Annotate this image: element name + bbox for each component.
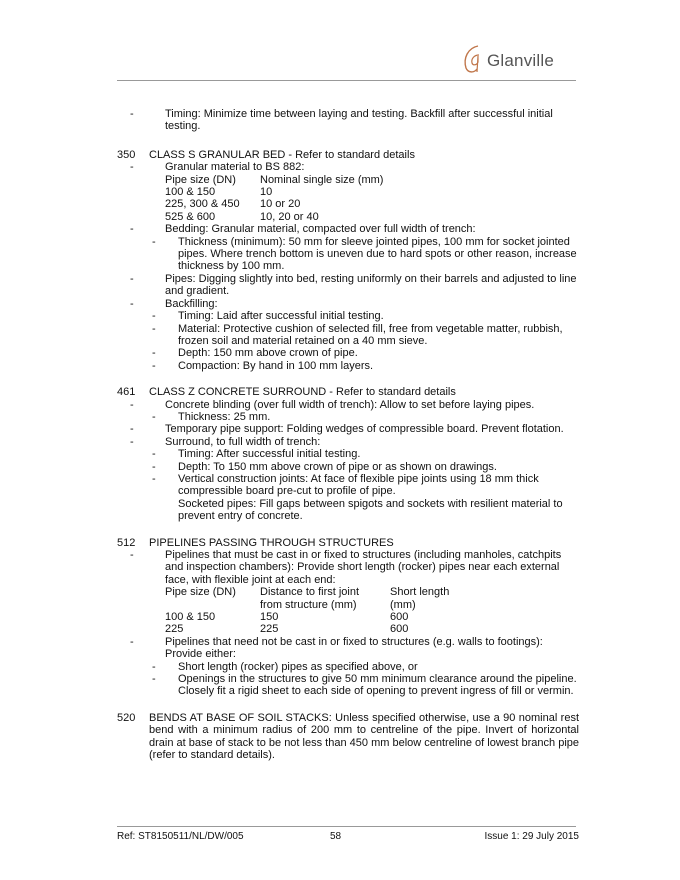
rocker-table xyxy=(165,586,510,636)
thickness-subitem: - Thickness (minimum): 50 mm for sleeve jointed pipes, 100 mm for socket jointed pipes. Where trench bottom is uneven due to hard spots or other reason, increase thickness by 100 mm. xyxy=(152,235,577,273)
clause-512 xyxy=(117,537,579,698)
logo-text: Glanville xyxy=(487,51,554,70)
clause-title: CLASS S GRANULAR BED - Refer to standard details xyxy=(149,148,415,161)
table-header-cell: Pipe size (DN) xyxy=(165,586,236,599)
not-cast-text: Pipelines that need not be cast in or fixed to structures (e.g. walls to footings): Provide either: xyxy=(165,635,543,661)
header-rule xyxy=(117,80,576,81)
granular-table xyxy=(165,174,383,224)
table-row xyxy=(165,211,383,223)
table-cell: 525 & 600 xyxy=(165,210,216,223)
glanville-logo xyxy=(460,42,570,76)
document-body xyxy=(117,108,579,776)
table-row xyxy=(165,186,383,198)
pipes-text: Pipes: Digging slightly into bed, resting uniformly on their barrels and adjusted to line and gradient. xyxy=(165,272,577,298)
table-row xyxy=(165,198,383,210)
thickness-text: Thickness (minimum): 50 mm for sleeve jointed pipes, 100 mm for socket jointed pipes. Where trench bottom is uneven due to hard spots or other reason, increase thickness by 100 mm. xyxy=(178,235,577,273)
bedding-item: - Bedding: Granular material, compacted over full width of trench: - Thickness (minimum): 50 mm for sleeve jointed pipes, 100 mm for socket jointed pipes. Where trench bottom is uneven due to hard spots or other reason, increase thickness by 100 mm. xyxy=(149,223,579,273)
clause-text: BENDS AT BASE OF SOIL STACKS: Unless specified otherwise, use a 90 nominal rest bend with a minimum radius of 200 mm to centreline of the pipe. Invert of horizontal drain at base of stack to be not less than 450 mm below centreline of lowest branch pipe (refer to standard details). xyxy=(149,711,579,762)
support-text: Temporary pipe support: Folding wedges of compressible board. Prevent flotation. xyxy=(165,423,564,436)
table-cell: 600 xyxy=(390,611,409,624)
table-cell: 225 xyxy=(260,623,279,636)
backfilling-text: Backfilling: xyxy=(165,297,218,310)
table-header-row xyxy=(165,599,510,611)
table-row xyxy=(165,623,510,635)
backfill-depth-text: Depth: 150 mm above crown of pipe. xyxy=(178,347,358,360)
clause-number: 461 xyxy=(117,386,136,399)
not-cast-item: - Pipelines that need not be cast in or fixed to structures (e.g. walls to footings): Provide either: - Short length (rocker) pipes as specified above, or - Openings in the structures to give 50 mm minimum clearance around the pipeline. Closely fit a rigid sheet to each side of opening to prevent ingress of fill or vermin. xyxy=(149,636,579,698)
table-row xyxy=(165,611,510,623)
clause-461 xyxy=(117,386,579,522)
table-header-cell xyxy=(165,599,260,611)
table-header-cell: Pipe size (DN) xyxy=(165,173,236,186)
table-cell: 600 xyxy=(390,623,409,636)
table-cell: 10 or 20 xyxy=(260,198,301,211)
blinding-thickness-text: Thickness: 25 mm. xyxy=(178,410,271,423)
intro-timing-item: - Timing: Minimize time between laying and testing. Backfill after successful initial testing. xyxy=(130,108,553,133)
cast-item: - Pipelines that must be cast in or fixed to structures (including manholes, catchpits and inspection chambers): Provide short length (rocker) pipes near each external face, with flexible joint at each end: Pipe size (DN) Distance to first joint Short length from structure (mm) (mm) 100 & 150 150 600 225 225 600 xyxy=(149,549,579,636)
backfill-timing-text: Timing: Laid after successful initial testing. xyxy=(178,310,384,323)
surround-socketed-paragraph xyxy=(165,498,579,523)
surround-depth-text: Depth: To 150 mm above crown of pipe or as shown on drawings. xyxy=(178,460,497,473)
page-number: 58 xyxy=(330,831,342,842)
surround-text: Surround, to full width of trench: xyxy=(165,435,321,448)
blinding-thickness-subitem: - Thickness: 25 mm. xyxy=(152,410,271,423)
table-cell: 100 & 150 xyxy=(165,611,216,624)
clause-number: 512 xyxy=(117,536,136,549)
option-1-text: Short length (rocker) pipes as specified above, or xyxy=(178,660,418,673)
surround-timing-subitem: - Timing: After successful initial testing. xyxy=(152,448,361,461)
footer-issue: Issue 1: 29 July 2015 xyxy=(484,831,579,842)
table-cell: 225 xyxy=(165,623,184,636)
clause-number: 350 xyxy=(117,148,136,161)
bedding-text: Bedding: Granular material, compacted over full width of trench: xyxy=(165,223,476,236)
table-cell: 225, 300 & 450 xyxy=(165,198,240,211)
backfill-material-text: Material: Protective cushion of selected fill, free from vegetable matter, rubbish, frozen soil and material retained on a 40 mm sieve. xyxy=(178,322,563,347)
table-cell: 150 xyxy=(260,611,279,624)
clause-350 xyxy=(117,149,579,372)
table-header-row xyxy=(165,174,383,186)
backfill-compaction-text: Compaction: By hand in 100 mm layers. xyxy=(178,359,374,372)
granular-text: Granular material to BS 882: xyxy=(165,161,305,174)
option-2-subitem: - Openings in the structures to give 50 mm minimum clearance around the pipeline. Closely fit a rigid sheet to each side of opening to prevent ingress of fill or vermin. xyxy=(152,673,577,698)
surround-vertical-text: Vertical construction joints: At face of flexible pipe joints using 18 mm thick compressible board pre-cut to profile of pipe. xyxy=(178,472,539,498)
cast-text: Pipelines that must be cast in or fixed to structures (including manholes, catchpits and inspection chambers): Provide short length (rocker) pipes near each external face, with flexible joint at each end: xyxy=(165,549,562,586)
option-1-subitem: - Short length (rocker) pipes as specified above, or xyxy=(152,660,418,673)
surround-timing-text: Timing: After successful initial testing. xyxy=(178,448,361,461)
support-item: - Temporary pipe support: Folding wedges of compressible board. Prevent flotation. xyxy=(130,423,564,436)
backfill-depth-subitem: - Depth: 150 mm above crown of pipe. xyxy=(152,347,358,360)
surround-vertical-subitem: - Vertical construction joints: At face of flexible pipe joints using 18 mm thick compressible board pre-cut to profile of pipe. xyxy=(152,472,539,498)
blinding-item: - Concrete blinding (over full width of trench): Allow to set before laying pipes. - Thickness: 25 mm. xyxy=(149,399,579,424)
table-header-cell: Distance to first joint xyxy=(260,586,360,599)
option-2-text: Openings in the structures to give 50 mm minimum clearance around the pipeline. Closely fit a rigid sheet to each side of opening to prevent ingress of fill or vermin. xyxy=(178,673,577,698)
table-header-row xyxy=(165,586,510,598)
clause-title: CLASS Z CONCRETE SURROUND - Refer to standard details xyxy=(149,386,456,399)
table-header-cell: (mm) xyxy=(390,598,416,611)
surround-socketed-text: Socketed pipes: Fill gaps between spigots and sockets with resilient material to prevent entry of concrete. xyxy=(178,497,563,523)
table-cell: 100 & 150 xyxy=(165,186,216,199)
intro-timing-text: Timing: Minimize time between laying and testing. Backfill after successful initial testing. xyxy=(165,108,553,133)
surround-item: - Surround, to full width of trench: - Timing: After successful initial testing. - Depth: To 150 mm above crown of pipe or as shown on drawings. - Vertical construction joints: At face of flexible pipe joints using 18 mm thick compressible board pre-cut to profile of pipe. Socketed pipes: Fill gaps between spigots and sockets with resilient material to prevent entry of concrete. xyxy=(149,436,579,523)
intro-block xyxy=(117,108,579,133)
table-cell: 10 xyxy=(260,186,273,199)
blinding-text: Concrete blinding (over full width of trench): Allow to set before laying pipes. xyxy=(165,398,535,411)
footer-ref: Ref: ST8150511/NL/DW/005 xyxy=(117,831,244,842)
footer-rule xyxy=(117,826,576,827)
table-header-cell: Short length xyxy=(390,586,450,599)
backfill-material-subitem: - Material: Protective cushion of selected fill, free from vegetable matter, rubbish, frozen soil and material retained on a 40 mm sieve. xyxy=(152,322,563,347)
surround-depth-subitem: - Depth: To 150 mm above crown of pipe or as shown on drawings. xyxy=(152,460,497,473)
clause-520 xyxy=(117,712,579,762)
clause-number: 520 xyxy=(117,711,136,724)
table-header-cell: from structure (mm) xyxy=(260,598,357,611)
table-header-cell: Nominal single size (mm) xyxy=(260,173,384,186)
backfill-compaction-subitem: - Compaction: By hand in 100 mm layers. xyxy=(152,359,374,372)
backfilling-item: - Backfilling: - Timing: Laid after successful initial testing. - Material: Protective cushion of selected fill, free from vegetable matter, rubbish, frozen soil and material retained on a 40 mm sieve. - Depth: 150 mm above crown of pipe. - Compaction: By hand in 100 mm layers. xyxy=(149,298,579,372)
pipes-item: - Pipes: Digging slightly into bed, resting uniformly on their barrels and adjusted to line and gradient. xyxy=(130,272,577,298)
clause-title: PIPELINES PASSING THROUGH STRUCTURES xyxy=(149,536,394,549)
table-cell: 10, 20 or 40 xyxy=(260,210,319,223)
logo-mark-icon xyxy=(460,42,486,76)
granular-item: - Granular material to BS 882: Pipe size (DN) Nominal single size (mm) 100 & 150 10 225, 300 & 450 10 or 20 525 & 600 10, 20 or 40 xyxy=(149,161,579,223)
backfill-timing-subitem: - Timing: Laid after successful initial testing. xyxy=(152,310,384,323)
